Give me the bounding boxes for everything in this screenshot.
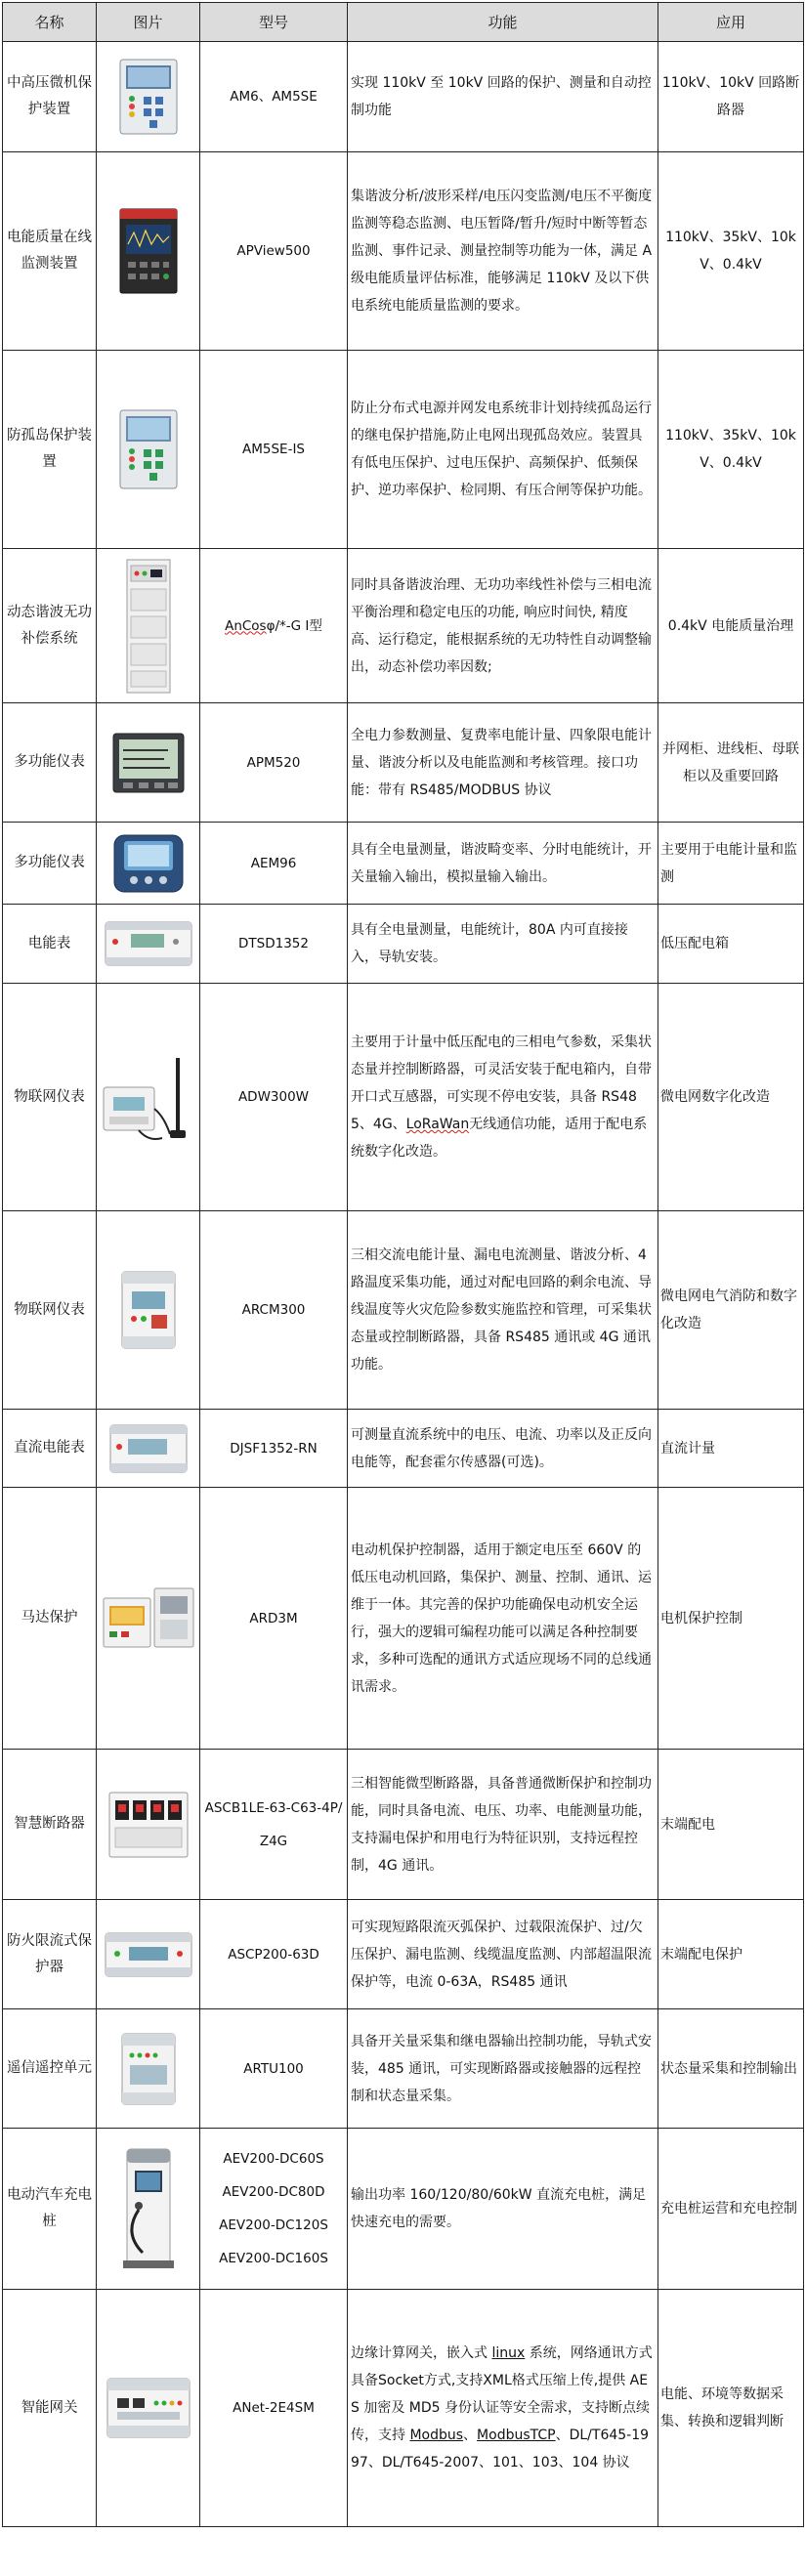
table-row [3,984,804,1211]
cell-function: 具有全电量测量，谐波畸变率、分时电能统计，开关量输入输出，模拟量输入输出。 [348,823,658,905]
header-application: 应用 [658,3,804,42]
product-table [2,2,804,2527]
cell-picture [97,1488,200,1750]
function-part-a: 主要用于计量中低压配电的三相电气参数，采集状态量并控制断路器，可灵活安装于配电箱内，自带开口式互感器，可实现不停电安装，具备 RS485、4G、 [351,1035,652,1132]
cell-function: 具备开关量采集和继电器输出控制功能，导轨式安装，485 通讯，可实现断路器或接触器的远程控制和状态量采集。 [348,2009,658,2129]
remote-io-unit-icon [97,2030,199,2108]
cell-name: 电能质量在线监测装置 [3,152,97,351]
cell-application: 主要用于电能计量和监测 [658,823,804,905]
cell-model: DTSD1352 [200,905,348,984]
table-row [3,905,804,984]
cell-application: 微电网数字化改造 [658,984,804,1211]
table-row [3,42,804,152]
cell-application: 110kV、10kV 回路断路器 [658,42,804,152]
function-part-4: 、DL/T645-1997、DL/T645-2007、101、103、104 协议 [351,2428,650,2470]
header-function: 功能 [348,3,658,42]
cell-application: 110kV、35kV、10kV、0.4kV [658,152,804,351]
cell-picture [97,905,200,984]
cell-application: 状态量采集和控制输出 [658,2009,804,2129]
motor-protector-icon [97,1584,199,1653]
iot-meter-antenna-icon [97,1048,199,1146]
model-line: AEV200-DC80D [222,2184,325,2200]
table-row [3,1211,804,1410]
cell-model: AM6、AM5SE [200,42,348,152]
function-part-b: 无线通信功能，适用于配电系统数字化改造。 [351,1117,648,1160]
cell-function: 可测量直流系统中的电压、电流、功率以及正反向电能等，配套霍尔传感器(可选)。 [348,1410,658,1488]
function-modbustcp: ModbusTCP [477,2428,556,2443]
cell-picture [97,823,200,905]
header-row [3,3,804,42]
function-part-2: 系统，网络通讯方式具备Socket方式,支持XML格式压缩上传,提供 AES 加密及 MD5 身份认证等安全需求，支持断点续传，支持 [351,2345,653,2443]
energy-meter-icon [97,916,199,971]
cell-name: 物联网仪表 [3,1211,97,1410]
cell-name: 防火限流式保护器 [3,1900,97,2009]
cell-application: 末端配电 [658,1750,804,1900]
cell-picture [97,2009,200,2129]
cell-function: 三相交流电能计量、漏电电流测量、谐波分析、4 路温度采集功能，通过对配电回路的剩余电流、导线温度等火灾危险参数实施监控和管理，可采集状态量或控制断路器，具备 RS485 通讯或 4G 通讯功能。 [348,1211,658,1410]
cell-function: 电动机保护控制器，适用于额定电压至 660V 的低压电动机回路，集保护、测量、控制、通讯、运维于一体。其完善的保护功能确保电动机安全运行，强大的逻辑可编程功能可以满足各种控制要求，多种可选配的通讯方式适应现场不同的总线通讯需求。 [348,1488,658,1750]
table-row [3,823,804,905]
header-name: 名称 [3,3,97,42]
cell-function [348,2290,658,2527]
cell-picture [97,1211,200,1410]
function-linux: linux [491,2345,526,2361]
cell-picture [97,1410,200,1488]
cell-name: 多功能仪表 [3,703,97,823]
cell-picture [97,549,200,703]
anti-islanding-device-icon [97,408,199,490]
cell-application: 直流计量 [658,1410,804,1488]
table-row [3,152,804,351]
cell-model [200,549,348,703]
function-lorawan: LoRaWan [405,1117,470,1132]
function-part-3: 、 [463,2428,478,2443]
cell-name: 防孤岛保护装置 [3,351,97,549]
cell-model: DJSF1352-RN [200,1410,348,1488]
table-row [3,2129,804,2290]
cell-application: 0.4kV 电能质量治理 [658,549,804,703]
table-row [3,1410,804,1488]
cell-picture [97,703,200,823]
cell-application: 电机保护控制 [658,1488,804,1750]
cell-application: 末端配电保护 [658,1900,804,2009]
cell-picture [97,2290,200,2527]
cell-name: 动态谐波无功补偿系统 [3,549,97,703]
cell-model: AM5SE-IS [200,351,348,549]
smart-breaker-icon [97,1787,199,1863]
model-ancos: AnCos [225,617,267,634]
cell-name: 智能网关 [3,2290,97,2527]
model-line: AEV200-DC120S [219,2217,328,2233]
table-row [3,1750,804,1900]
current-limiter-icon [97,1927,199,1982]
cell-application: 微电网电气消防和数字化改造 [658,1211,804,1410]
model-line: AEV200-DC160S [219,2251,328,2266]
model-suffix: φ/*-G Ⅰ型 [266,617,322,634]
table-row [3,549,804,703]
cell-model: ARD3M [200,1488,348,1750]
cell-function: 可实现短路限流灭弧保护、过载限流保护、过/欠压保护、漏电监测、线缆温度监测、内部超温限流保护等，电流 0-63A，RS485 通讯 [348,1900,658,2009]
cell-model: AEM96 [200,823,348,905]
table-row [3,1900,804,2009]
cell-function: 防止分布式电源并网发电系统非计划持续孤岛运行的继电保护措施,防止电网出现孤岛效应。装置具有低电压保护、过电压保护、高频保护、低频保护、逆功率保护、检同期、有压合闸等保护功能。 [348,351,658,549]
cell-model [200,2129,348,2290]
cell-picture [97,351,200,549]
cell-name: 物联网仪表 [3,984,97,1211]
header-picture: 图片 [97,3,200,42]
cell-model: ANet-2E4SM [200,2290,348,2527]
function-modbus: Modbus [409,2428,464,2443]
cell-picture [97,2129,200,2290]
cell-application: 并网柜、进线柜、母联柜以及重要回路 [658,703,804,823]
cell-function: 同时具备谐波治理、无功功率线性补偿与三相电流平衡治理和稳定电压的功能, 响应时间快, 精度高、运行稳定，能根据系统的无功特性自动调整输出，动态补偿功率因数; [348,549,658,703]
cell-application: 低压配电箱 [658,905,804,984]
iot-meter-icon [97,1268,199,1352]
table-row [3,2290,804,2527]
cell-function: 三相智能微型断路器，具备普通微断保护和控制功能，同时具备电流、电压、功率、电能测量功能，支持漏电保护和用电行为特征识别，支持远程控制，4G 通讯。 [348,1750,658,1900]
smart-gateway-icon [97,2369,199,2447]
cell-name: 智慧断路器 [3,1750,97,1900]
cell-name: 中高压微机保护装置 [3,42,97,152]
cell-name: 电能表 [3,905,97,984]
cell-model: APView500 [200,152,348,351]
cell-picture [97,152,200,351]
cell-function: 输出功率 160/120/80/60kW 直流充电桩，满足快速充电的需要。 [348,2129,658,2290]
cell-application: 110kV、35kV、10kV、0.4kV [658,351,804,549]
cell-model: ASCB1LE-63-C63-4P/Z4G [200,1750,348,1900]
table-row [3,351,804,549]
header-model: 型号 [200,3,348,42]
cell-function: 实现 110kV 至 10kV 回路的保护、测量和自动控制功能 [348,42,658,152]
cell-model: ASCP200-63D [200,1900,348,2009]
din-meter-icon [97,831,199,896]
cell-name: 遥信遥控单元 [3,2009,97,2129]
compensation-cabinet-icon [97,558,199,695]
cell-function: 集谐波分析/波形采样/电压闪变监测/电压不平衡度监测等稳态监测、电压暂降/暂升/短时中断等暂态监测、事件记录、测量控制等功能为一体，满足 A 级电能质量评估标准，能够满足 110kV 及以下供电系统电能质量监测的要求。 [348,152,658,351]
cell-model: ADW300W [200,984,348,1211]
cell-name: 多功能仪表 [3,823,97,905]
cell-model: ARTU100 [200,2009,348,2129]
table-row [3,703,804,823]
protection-relay-icon [97,58,199,136]
cell-application: 充电桩运营和充电控制 [658,2129,804,2290]
cell-picture [97,1750,200,1900]
ev-charger-icon [97,2145,199,2272]
dc-meter-icon [97,1421,199,1476]
cell-model: APM520 [200,703,348,823]
cell-name: 马达保护 [3,1488,97,1750]
cell-function: 全电力参数测量、复费率电能计量、四象限电能计量、谐波分析以及电能监测和考核管理。接口功能：带有 RS485/MODBUS 协议 [348,703,658,823]
function-part-1: 边缘计算网关，嵌入式 [351,2345,492,2361]
cell-application: 电能、环境等数据采集、转换和逻辑判断 [658,2290,804,2527]
model-line: AEV200-DC60S [223,2151,324,2167]
table-row [3,2009,804,2129]
cell-model: ARCM300 [200,1211,348,1410]
cell-name: 直流电能表 [3,1410,97,1488]
cell-function: 具有全电量测量，电能统计，80A 内可直接接入，导轨安装。 [348,905,658,984]
cell-function [348,984,658,1211]
multifunction-meter-icon [97,731,199,795]
power-quality-monitor-icon [97,207,199,295]
cell-picture [97,42,200,152]
cell-picture [97,1900,200,2009]
table-row [3,1488,804,1750]
cell-name: 电动汽车充电桩 [3,2129,97,2290]
cell-picture [97,984,200,1211]
